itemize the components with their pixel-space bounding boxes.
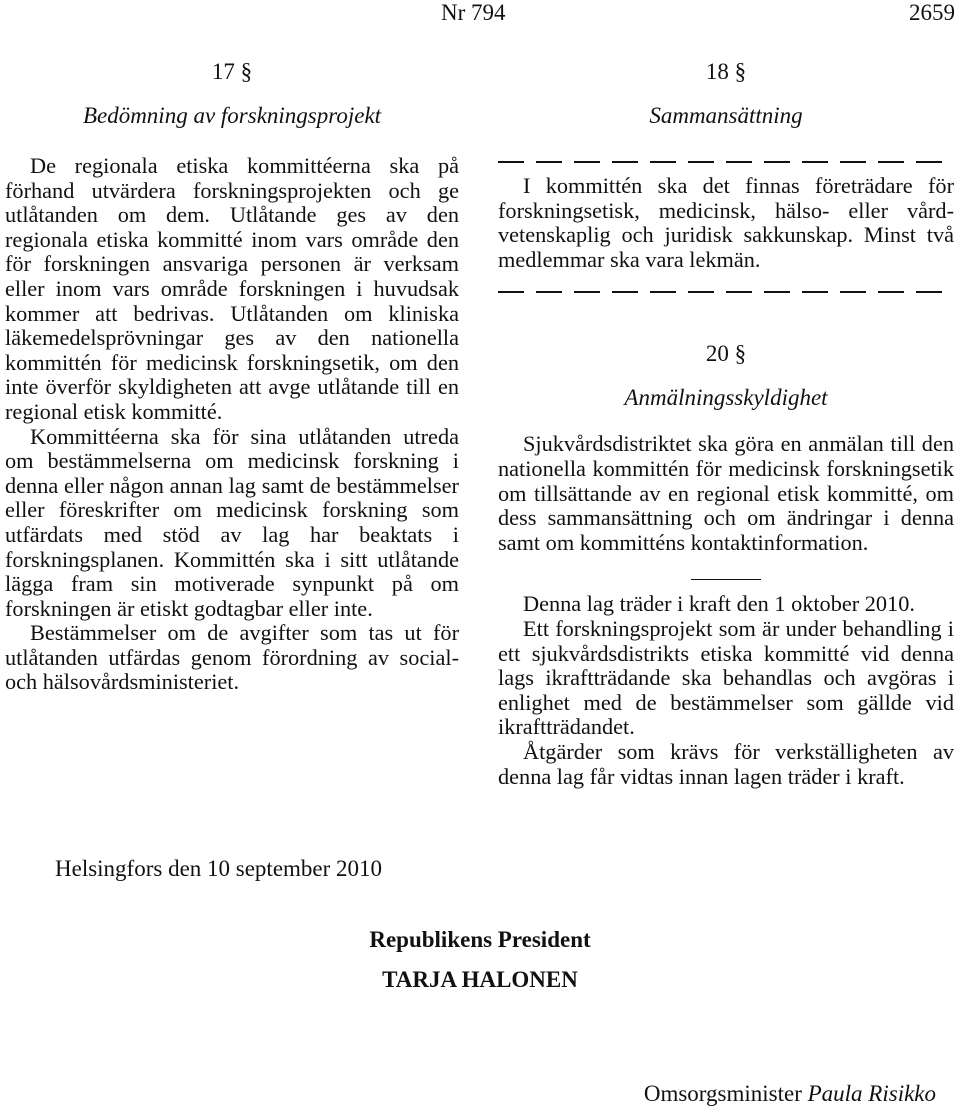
section-20-number: 20 § (705, 341, 747, 367)
paragraph: De regionala etiska kommittéerna ska på förhand utvärdera forskningsprojekten och ge utlåtanden om dem. Utlåtande ges av den regionala etiska kommitté inom vars område den för forskningen ansvariga personen är verksam eller inom vars område forskningen i huvudsak kommer att bedrivas. Utlåtanden om kliniska läkemedelsprövningar ges av den nationella kommittén för medicinsk forskningsetik, om den inte överför skyldigheten att avge utlåtande till en regional etisk kommitté. (5, 153, 459, 424)
omission-dash-line (498, 150, 954, 174)
place-and-date: Helsingfors den 10 september 2010 (55, 856, 383, 881)
section-18-number: 18 § (705, 59, 747, 84)
section-18-title: Sammansättning (649, 103, 803, 128)
omission-dash-line (498, 280, 954, 304)
right-column (498, 58, 954, 789)
paragraph: Åtgärder som krävs för verkställigheten av denna lag får vidtas innan lagen träder i kraft. (498, 738, 954, 789)
separator-rule (691, 579, 761, 580)
paragraph: Sjukvårdsdistriktet ska göra en anmälan till den nationella kommittén för medicinsk forskningsetik om tillsättande av en regional etisk kommitté, om dess sammansättning och om ändringar i denna samt om kommitténs kontaktinformation. (498, 431, 954, 555)
minister-name: Paula Risikko (807, 1081, 936, 1106)
section-20-title: Anmälningsskyldighet (624, 385, 828, 411)
section-20 (498, 340, 954, 555)
left-column (5, 58, 459, 695)
issue-number: Nr 794 (441, 0, 506, 25)
minister-title: Omsorgsminister (643, 1081, 802, 1106)
paragraph: Denna lag träder i kraft den 1 oktober 2010. (523, 591, 915, 617)
page-number: 2659 (909, 0, 955, 25)
paragraph: I kommittén ska det finnas företrädare för forskningsetisk, medicinsk, hälso- eller vårdvetenskaplig och juridisk sakkunskap. Minst två medlemmar ska vara lekmän. (498, 173, 954, 272)
section-17-body (5, 154, 459, 695)
president-name: TARJA HALONEN (382, 967, 578, 992)
section-17-number: 17 § (211, 59, 253, 84)
page-header (0, 0, 960, 30)
paragraph: Ett forskningsprojekt som är under behandling i ett sjukvårdsdistrikts etiska kommitté vid denna lags ikraftträdande ska behandlas och avgöras i enlighet med de bestämmelser som gällde vid ikraftträdandet. (498, 615, 954, 740)
paragraph: Bestämmelser om de avgifter som tas ut för utlåtanden utfärdas genom förordning av social- och hälsovårdsministeriet. (5, 620, 459, 695)
president-title: Republikens President (369, 927, 591, 952)
minister-signature (644, 1080, 936, 1108)
signature-block (0, 925, 960, 995)
section-17-title: Bedömning av forskningsprojekt (82, 103, 382, 128)
paragraph: Kommittéerna ska för sina utlåtanden utreda om bestämmelserna om medicinsk forskning i denna eller någon annan lag samt de bestämmelser eller föreskrifter om medicinsk forskning som utfärdats med stöd av lag har beaktats i forskningsplanen. Kommittén ska i sitt utlåtande lägga fram sin motiverade synpunkt på om forskningen är etiskt godtagbar eller inte. (5, 423, 459, 621)
